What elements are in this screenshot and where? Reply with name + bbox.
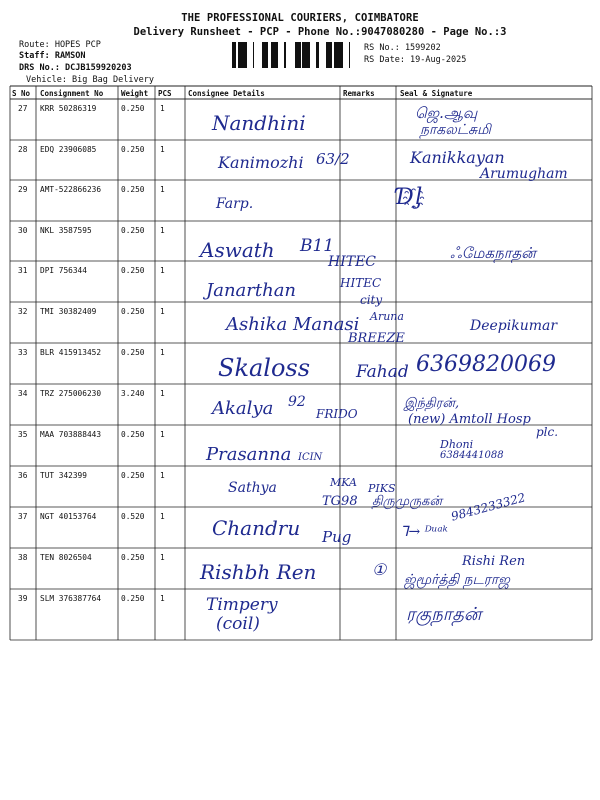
hw-extra-30: B11 <box>300 236 335 256</box>
hw-extra-28: 63/2 <box>316 150 350 168</box>
row-consignment: TMI 30382409 <box>40 307 97 316</box>
hw-extra-36: MKA <box>330 476 357 489</box>
header-consignment: Consignment No <box>40 89 104 98</box>
hw-signature-38: Rishi Ren <box>462 554 526 569</box>
row-pcs: 1 <box>160 348 165 357</box>
row-consignment: SLM 376387764 <box>40 594 102 603</box>
hw-signature-30: ஃமேகநாதன் <box>450 244 536 262</box>
hw-consignee-27: Nandhini <box>212 111 306 135</box>
hw-extra-35: ICIN <box>298 452 323 463</box>
hw-extra-36b: PIKS <box>368 482 396 495</box>
hw-extra-32: Aruna <box>370 310 404 323</box>
row-sno: 37 <box>18 512 28 521</box>
row-consignment: NKL 3587595 <box>40 226 92 235</box>
row-sno: 27 <box>18 104 28 113</box>
row-pcs: 1 <box>160 594 165 603</box>
row-sno: 29 <box>18 185 28 194</box>
row-weight: 0.250 <box>121 185 145 194</box>
hw-consignee-39: Timpery <box>206 595 278 615</box>
hw-consignee-37: Chandru <box>212 516 301 540</box>
hw-consignee-35: Prasanna <box>206 444 292 465</box>
hw-extra-39: (coil) <box>216 614 260 634</box>
hw-signature-34c: plc. <box>536 425 559 439</box>
hw-phone-33: 6369820069 <box>416 352 556 377</box>
row-consignment: TRZ 275006230 <box>40 389 102 398</box>
hw-signature-34: இந்திரன், <box>404 396 460 411</box>
row-consignment: TUT 342399 <box>40 471 87 480</box>
header-consignee: Consignee Details <box>188 89 265 98</box>
row-sno: 32 <box>18 307 28 316</box>
row-sno: 39 <box>18 594 28 603</box>
page-subtitle: Delivery Runsheet - PCP - Phone No.:9047080280 - Page No.:3 <box>133 26 507 38</box>
row-pcs: 1 <box>160 389 165 398</box>
row-pcs: 1 <box>160 307 165 316</box>
hw-consignee-33: Skaloss <box>218 354 311 382</box>
row-pcs: 1 <box>160 553 165 562</box>
hw-signature-34b: (new) Amtoll Hosp <box>408 412 531 427</box>
row-sno: 28 <box>18 145 28 154</box>
hw-consignee-31: Janarthan <box>206 280 297 301</box>
hw-signature-27b: நாகலட்சுமி <box>420 122 491 138</box>
row-pcs: 1 <box>160 185 165 194</box>
hw-signature-28b: Arumugham <box>480 166 568 182</box>
row-sno: 36 <box>18 471 28 480</box>
row-consignment: KRR 50286319 <box>40 104 97 113</box>
row-consignment: DPI 756344 <box>40 266 87 275</box>
hw-mark-38: ① <box>372 560 387 579</box>
hw-signature-28: Kanikkayan <box>410 148 505 167</box>
header-seal: Seal & Signature <box>400 89 473 98</box>
hw-consignee-28: Kanimozhi <box>218 153 304 172</box>
row-pcs: 1 <box>160 430 165 439</box>
row-weight: 3.240 <box>121 389 145 398</box>
hw-extra-34b: FRIDO <box>316 407 358 421</box>
row-weight: 0.250 <box>121 104 145 113</box>
row-weight: 0.250 <box>121 145 145 154</box>
row-consignment: TEN 8026504 <box>40 553 92 562</box>
row-sno: 38 <box>18 553 28 562</box>
row-consignment: AMT-522866236 <box>40 185 102 194</box>
route-label: Route: HOPES PCP <box>19 40 101 50</box>
hw-signature-32: Deepikumar <box>470 318 558 334</box>
hw-signature-38b: ஜ்மூர்த்தி நடராஜ <box>404 572 510 588</box>
row-sno: 33 <box>18 348 28 357</box>
header-remarks: Remarks <box>343 89 375 98</box>
row-weight: 0.250 <box>121 307 145 316</box>
row-pcs: 1 <box>160 226 165 235</box>
header-pcs: PCS <box>158 89 172 98</box>
row-weight: 0.250 <box>121 226 145 235</box>
row-weight: 0.520 <box>121 512 145 521</box>
row-weight: 0.250 <box>121 594 145 603</box>
hw-signature-35: Dhoni <box>440 438 474 451</box>
row-consignment: NGT 40153764 <box>40 512 97 521</box>
page-title: THE PROFESSIONAL COURIERS, COIMBATORE <box>181 12 419 24</box>
row-consignment: BLR 415913452 <box>40 348 102 357</box>
hw-extra-32b: BREEZE <box>348 331 405 346</box>
hw-consignee-36: Sathya <box>228 480 277 496</box>
row-weight: 0.250 <box>121 266 145 275</box>
row-weight: 0.250 <box>121 430 145 439</box>
row-pcs: 1 <box>160 512 165 521</box>
rs-date-label: RS Date: 19-Aug-2025 <box>364 55 467 65</box>
row-sno: 30 <box>18 226 28 235</box>
hw-consignee-30: Aswath <box>200 238 275 262</box>
hw-signature-39: ரகுநாதன் <box>406 604 482 625</box>
hw-extra-33: Fahad <box>356 362 409 382</box>
row-pcs: 1 <box>160 104 165 113</box>
row-sno: 31 <box>18 266 28 275</box>
header-sno: S No <box>12 89 31 98</box>
rs-no-label: RS No.: 1599202 <box>364 43 441 53</box>
hw-signature-27: ஜெ.ஆவு <box>415 104 478 122</box>
hw-extra-37: TG98 <box>322 494 358 509</box>
hw-extra-31: HITEC <box>340 276 382 290</box>
hw-signature-36: திருமுருகன் <box>372 494 443 509</box>
row-weight: 0.250 <box>121 348 145 357</box>
row-weight: 0.250 <box>121 553 145 562</box>
row-pcs: 1 <box>160 145 165 154</box>
row-weight: 0.250 <box>121 471 145 480</box>
hw-extra-34: 92 <box>288 394 306 410</box>
hw-phone-37: 9843233322 <box>449 490 527 524</box>
hw-consignee-32: Ashika Manasi <box>226 314 360 335</box>
vehicle-label: Vehicle: Big Bag Delivery <box>26 75 154 85</box>
row-pcs: 1 <box>160 471 165 480</box>
hw-extra-31b: city <box>360 293 383 307</box>
hw-extra-37b: Pug <box>322 528 352 546</box>
hw-phone-35: 6384441088 <box>440 450 504 461</box>
row-sno: 34 <box>18 389 28 398</box>
row-consignment: EDQ 23906085 <box>40 145 97 154</box>
hw-signature-37: ᒣ→ ᴰᵘᵃᵏ <box>400 524 448 540</box>
header-weight: Weight <box>121 89 149 98</box>
hw-consignee-29: Farp. <box>216 196 254 212</box>
row-pcs: 1 <box>160 266 165 275</box>
hw-consignee-38: Rishbh Ren <box>200 560 317 584</box>
row-consignment: MAA 703888443 <box>40 430 102 439</box>
row-sno: 35 <box>18 430 28 439</box>
hw-signature-29: Ɗ҈‍ᶅ <box>396 185 421 210</box>
hw-extra-30b: HITEC <box>328 254 377 270</box>
hw-consignee-34: Akalya <box>212 398 274 419</box>
drs-label: DRS No.: DCJB159920203 <box>19 63 132 73</box>
staff-label: Staff: RAMSON <box>19 51 86 61</box>
